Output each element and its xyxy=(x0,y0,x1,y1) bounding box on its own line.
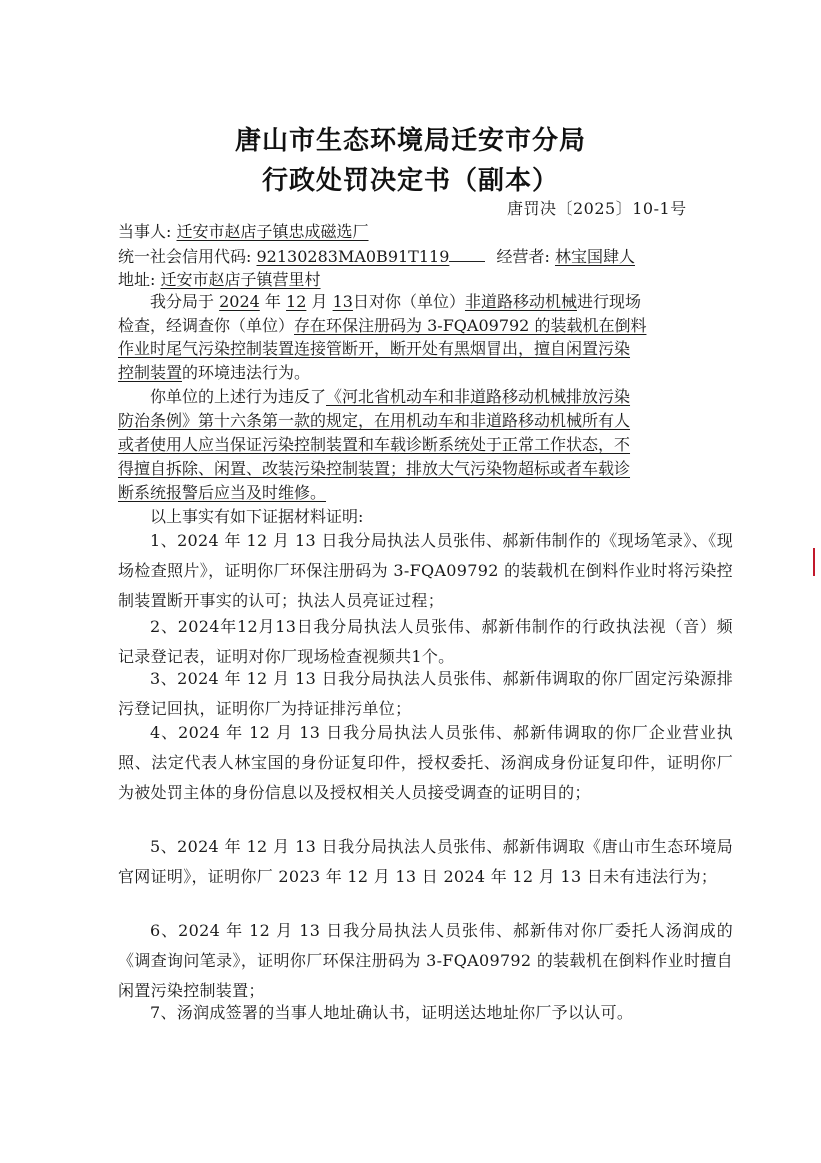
text-span: 检查，经调查你（单位） xyxy=(118,316,295,335)
party-name-row xyxy=(118,219,369,242)
violation-finding: 存在环保注册码为 3-FQA09792 的装载机在倒料 xyxy=(294,316,647,335)
margin-mark xyxy=(813,548,815,562)
evidence-item-6: 6、2024 年 12 月 13 日我分局执法人员张伟、郝新伟对你厂委托人汤润成的《调查询问笔录》，证明你厂环保注册码为 3-FQA09792 的装载机在倒料作业时擅自闲置污染控制装置； xyxy=(118,921,733,1000)
address-row xyxy=(118,267,321,290)
violation-line-2 xyxy=(118,409,738,433)
violation-line-4 xyxy=(118,457,738,481)
inspection-line-4 xyxy=(118,361,738,385)
text-span: 年 xyxy=(264,292,281,311)
regulation-citation: 或者使用人应当保证污染控制装置和车载诊断系统处于正常工作状态，不 xyxy=(118,435,631,454)
evidence-intro: 以上事实有如下证据材料证明: xyxy=(150,507,364,526)
inspection-line-3 xyxy=(118,337,738,361)
text-span: 我分局于 xyxy=(150,292,215,311)
evidence-item-3: 3、2024 年 12 月 13 日我分局执法人员张伟、郝新伟调取的你厂固定污染源排污登记回执，证明你厂为持证排污单位； xyxy=(118,669,733,718)
underline-blank xyxy=(449,245,485,262)
text-span: 月 xyxy=(311,292,328,311)
doc-number: 唐罚决〔2025〕10-1号 xyxy=(507,199,687,218)
evidence-item-4: 4、2024 年 12 月 13 日我分局执法人员张伟、郝新伟调取的你厂企业营业执照、法定代表人林宝国的身份证复印件，授权委托、汤润成身份证复印件，证明你厂为被处罚主体的身份信息以及授权相关人员接受调查的证明目的； xyxy=(118,723,733,802)
regulation-citation: 《河北省机动车和非道路移动机械排放污染 xyxy=(326,387,631,406)
evidence-item-7: 7、汤润成签署的当事人地址确认书，证明送达地址你厂予以认可。 xyxy=(150,1003,634,1022)
party-name-label: 当事人: xyxy=(118,222,172,241)
inspection-month: 12 xyxy=(286,292,307,311)
regulation-citation: 断系统报警后应当及时维修。 xyxy=(118,483,327,502)
violation-line-5 xyxy=(118,481,738,505)
evidence-item-2: 2、2024年12月13日我分局执法人员张伟、郝新伟制作的行政执法视（音）频记录登记表，证明对你厂现场检查视频共1个。 xyxy=(118,617,733,666)
doc-title-type: 行政处罚决定书（副本） xyxy=(261,166,559,196)
doc-title-agency: 唐山市生态环境局迁安市分局 xyxy=(234,126,586,156)
text-span: 的环境违法行为。 xyxy=(182,363,311,382)
evidence-item-5: 5、2024 年 12 月 13 日我分局执法人员张伟、郝新伟调取《唐山市生态环境局官网证明》，证明你厂 2023 年 12 月 13 日 2024 年 12 月 13 日未有违法行为； xyxy=(118,837,733,886)
inspection-object: 非道路移动机械 xyxy=(464,292,577,311)
evidence-item-1: 1、2024 年 12 月 13 日我分局执法人员张伟、郝新伟制作的《现场笔录》、《现场检查照片》，证明你厂环保注册码为 3-FQA09792 的装载机在倒料作业时将污染控制装置断开事实的认可；执法人员亮证过程； xyxy=(118,531,733,610)
regulation-citation: 防治条例》第十六条第一款的规定，在用机动车和非道路移动机械所有人 xyxy=(118,411,631,430)
address-label: 地址: xyxy=(118,270,156,289)
address-value: 迁安市赵店子镇营里村 xyxy=(160,270,321,289)
violation-finding: 作业时尾气污染控制装置连接管断开，断开处有黑烟冒出，擅自闲置污染 xyxy=(118,339,631,358)
text-span: 日对你（单位） xyxy=(352,292,465,311)
credit-code-value: 92130283MA0B91T119 xyxy=(256,247,450,266)
regulation-citation: 得擅自拆除、闲置、改装污染控制装置；排放大气污染物超标或者车载诊 xyxy=(118,459,631,478)
operator-label: 经营者: xyxy=(496,247,550,266)
credit-code-row xyxy=(118,244,635,267)
margin-mark xyxy=(813,562,815,576)
inspection-day: 13 xyxy=(332,292,353,311)
violation-finding: 控制装置 xyxy=(118,363,183,382)
violation-line-1 xyxy=(118,385,770,409)
text-span: 你单位的上述行为违反了 xyxy=(150,387,327,406)
inspection-line-1 xyxy=(118,290,770,314)
party-name-value: 迁安市赵店子镇忠成磁选厂 xyxy=(176,222,369,241)
violation-line-3 xyxy=(118,433,738,457)
inspection-line-2 xyxy=(118,314,738,338)
credit-code-label: 统一社会信用代码: xyxy=(118,247,252,266)
operator-value: 林宝国肆人 xyxy=(554,247,635,266)
text-span: 进行现场 xyxy=(576,292,641,311)
inspection-year: 2024 xyxy=(219,292,260,311)
